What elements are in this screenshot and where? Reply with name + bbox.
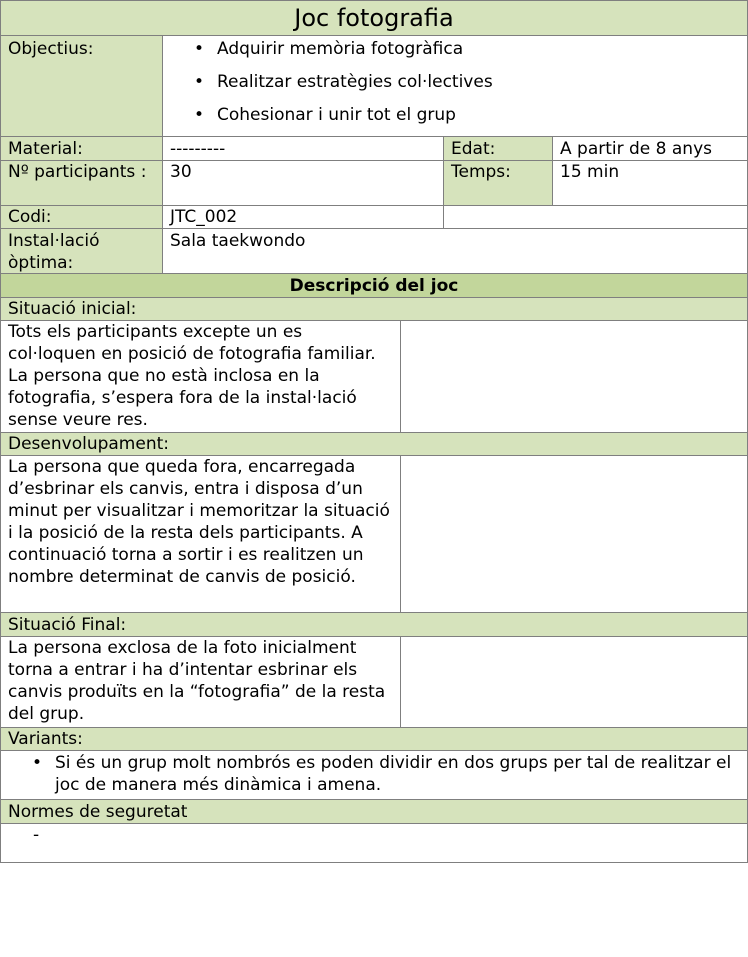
title-row <box>0 0 748 36</box>
objectives-row <box>0 35 748 137</box>
desenvolupament-empty-cell <box>400 455 748 613</box>
normes-row <box>0 823 748 863</box>
situacio-final-row <box>0 636 748 728</box>
descripcio-heading: Descripció del joc <box>0 273 748 298</box>
material-label: Material: <box>0 136 163 161</box>
material-row <box>0 136 748 161</box>
variants-list <box>29 752 737 796</box>
desenvolupament-header-row <box>0 432 748 456</box>
participants-row <box>0 160 748 206</box>
situacio-final-empty-cell <box>400 636 748 728</box>
material-value: --------- <box>162 136 444 161</box>
variants-list-cell <box>0 750 748 800</box>
page-title: Joc fotografia <box>0 0 748 36</box>
normes-value: - <box>0 823 748 863</box>
variants-header-row <box>0 727 748 751</box>
installacio-row <box>0 228 748 274</box>
situacio-final-text: La persona exclosa de la foto inicialment torna a entrar i ha d’intentar esbrinar els canvis produïts en la “fotografia” de la resta del grup. <box>0 636 401 728</box>
situacio-inicial-row <box>0 320 748 433</box>
edat-label: Edat: <box>443 136 553 161</box>
situacio-final-header-row <box>0 612 748 637</box>
desenvolupament-text: La persona que queda fora, encarregada d’esbrinar els canvis, entra i disposa d’un minut per visualitzar i memoritzar la situació i la posició de la resta dels participants. A continuació torna a sortir i es realitzen un nombre determinat de canvis de posició. <box>0 455 401 613</box>
installacio-value: Sala taekwondo <box>162 228 748 274</box>
situacio-inicial-header-row <box>0 297 748 321</box>
situacio-inicial-empty-cell <box>400 320 748 433</box>
situacio-inicial-text: Tots els participants excepte un es col·loquen en posició de fotografia familiar. La persona que no està inclosa en la fotografia, s’espera fora de la instal·lació sense veure res. <box>0 320 401 433</box>
normes-label: Normes de seguretat <box>0 799 748 824</box>
desenvolupament-row <box>0 455 748 613</box>
situacio-inicial-label: Situació inicial: <box>0 297 748 321</box>
objective-item: • Cohesionar i unir tot el grup <box>191 104 740 126</box>
temps-label: Temps: <box>443 160 553 206</box>
objectives-list-cell <box>162 35 748 137</box>
variant-item: • Si és un grup molt nombrós es poden dividir en dos grups per tal de realitzar el joc de manera més dinàmica i amena. <box>29 752 737 796</box>
objective-item: • Realitzar estratègies col·lectives <box>191 71 740 93</box>
codi-empty-cell <box>443 205 748 229</box>
variants-row <box>0 750 748 800</box>
objective-item: • Adquirir memòria fotogràfica <box>191 38 740 60</box>
situacio-final-label: Situació Final: <box>0 612 748 637</box>
objectives-list <box>191 38 740 126</box>
installacio-label: Instal·lació òptima: <box>0 228 163 274</box>
codi-label: Codi: <box>0 205 163 229</box>
participants-value: 30 <box>162 160 444 206</box>
variants-label: Variants: <box>0 727 748 751</box>
temps-value: 15 min <box>552 160 748 206</box>
descripcio-row <box>0 273 748 298</box>
desenvolupament-label: Desenvolupament: <box>0 432 748 456</box>
participants-label: Nº participants : <box>0 160 163 206</box>
objectives-label: Objectius: <box>0 35 163 137</box>
codi-row <box>0 205 748 229</box>
edat-value: A partir de 8 anys <box>552 136 748 161</box>
normes-header-row <box>0 799 748 824</box>
codi-value: JTC_002 <box>162 205 444 229</box>
